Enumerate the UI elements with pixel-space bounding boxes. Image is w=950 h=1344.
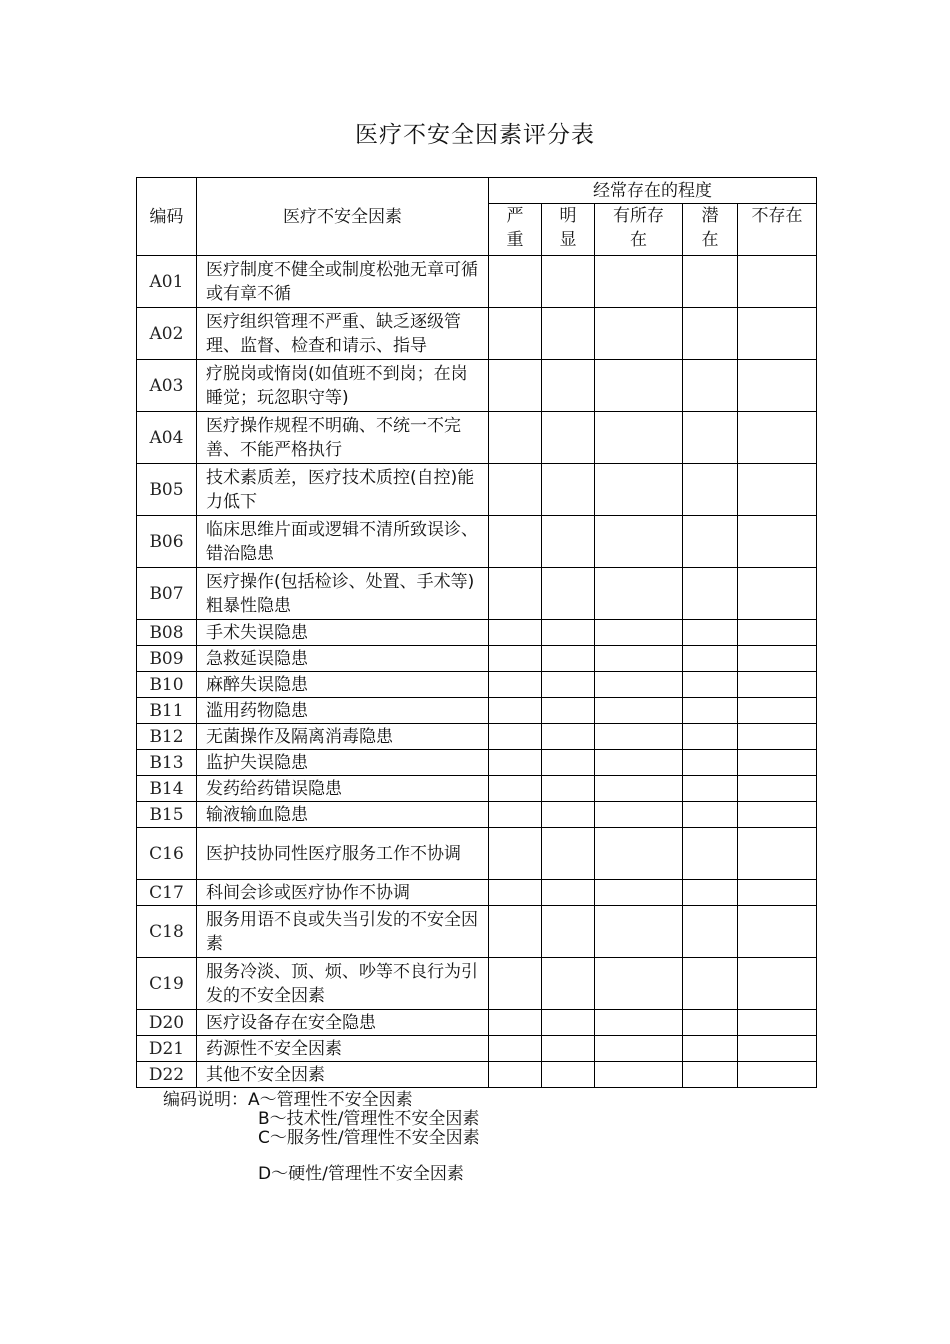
table-row [137, 802, 817, 828]
score-cell[interactable] [489, 750, 542, 776]
score-cell[interactable] [738, 646, 817, 672]
score-cell[interactable] [683, 308, 738, 360]
score-cell[interactable] [542, 1036, 595, 1062]
score-cell[interactable] [595, 802, 683, 828]
score-cell[interactable] [683, 516, 738, 568]
score-cell[interactable] [489, 776, 542, 802]
row-factor: 发药给药错误隐患 [197, 776, 489, 802]
row-code: D20 [137, 1010, 197, 1036]
table-row [137, 958, 817, 1010]
table-row [137, 308, 817, 360]
header-level-4: 不存在 [738, 204, 817, 256]
table-row [137, 1062, 817, 1088]
score-cell[interactable] [738, 776, 817, 802]
score-cell[interactable] [738, 1062, 817, 1088]
table-row [137, 672, 817, 698]
score-cell[interactable] [683, 620, 738, 646]
row-factor: 医疗操作规程不明确、不统一不完善、不能严格执行 [197, 412, 489, 464]
score-cell[interactable] [595, 750, 683, 776]
score-cell[interactable] [683, 802, 738, 828]
row-code: B05 [137, 464, 197, 516]
score-cell[interactable] [542, 672, 595, 698]
row-code: B08 [137, 620, 197, 646]
row-code: B14 [137, 776, 197, 802]
score-cell[interactable] [489, 646, 542, 672]
row-factor: 医疗制度不健全或制度松弛无章可循或有章不循 [197, 256, 489, 308]
score-cell[interactable] [542, 802, 595, 828]
score-cell[interactable] [489, 802, 542, 828]
row-code: C16 [137, 828, 197, 880]
score-cell[interactable] [683, 256, 738, 308]
score-cell[interactable] [738, 724, 817, 750]
score-cell[interactable] [595, 906, 683, 958]
row-factor: 医疗操作(包括检诊、处置、手术等)粗暴性隐患 [197, 568, 489, 620]
row-factor: 急救延误隐患 [197, 646, 489, 672]
score-cell[interactable] [542, 724, 595, 750]
score-cell[interactable] [738, 958, 817, 1010]
score-cell[interactable] [683, 646, 738, 672]
table-row [137, 412, 817, 464]
row-code: A04 [137, 412, 197, 464]
score-cell[interactable] [595, 698, 683, 724]
header-factor: 医疗不安全因素 [197, 178, 489, 256]
header-level-3: 潜 在 [683, 204, 738, 256]
note-a: 编码说明：A～管理性不安全因素 [163, 1090, 413, 1110]
score-cell[interactable] [542, 906, 595, 958]
table-row [137, 828, 817, 880]
score-cell[interactable] [738, 308, 817, 360]
row-factor: 科间会诊或医疗协作不协调 [197, 880, 489, 906]
header-level: 经常存在的程度 [489, 178, 817, 204]
score-cell[interactable] [595, 308, 683, 360]
score-cell[interactable] [489, 1062, 542, 1088]
row-factor: 技术素质差，医疗技术质控(自控)能力低下 [197, 464, 489, 516]
row-factor: 医护技协同性医疗服务工作不协调 [197, 828, 489, 880]
score-cell[interactable] [489, 1010, 542, 1036]
score-cell[interactable] [683, 412, 738, 464]
score-cell[interactable] [542, 958, 595, 1010]
row-factor: 医疗设备存在安全隐患 [197, 1010, 489, 1036]
score-cell[interactable] [489, 620, 542, 646]
row-code: B12 [137, 724, 197, 750]
score-cell[interactable] [738, 880, 817, 906]
score-cell[interactable] [683, 906, 738, 958]
score-cell[interactable] [683, 672, 738, 698]
header-level-2: 有所存 在 [595, 204, 683, 256]
score-cell[interactable] [542, 776, 595, 802]
score-cell[interactable] [542, 828, 595, 880]
score-cell[interactable] [738, 360, 817, 412]
score-cell[interactable] [683, 776, 738, 802]
score-cell[interactable] [683, 360, 738, 412]
row-code: B09 [137, 646, 197, 672]
row-code: B13 [137, 750, 197, 776]
score-cell[interactable] [542, 1062, 595, 1088]
row-factor: 无菌操作及隔离消毒隐患 [197, 724, 489, 750]
score-cell[interactable] [595, 646, 683, 672]
table-row [137, 256, 817, 308]
score-cell[interactable] [738, 568, 817, 620]
row-code: D21 [137, 1036, 197, 1062]
row-factor: 滥用药物隐患 [197, 698, 489, 724]
score-cell[interactable] [489, 1036, 542, 1062]
score-cell[interactable] [595, 880, 683, 906]
score-cell[interactable] [595, 412, 683, 464]
score-cell[interactable] [595, 1062, 683, 1088]
score-cell[interactable] [489, 724, 542, 750]
score-cell[interactable] [542, 620, 595, 646]
row-factor: 服务用语不良或失当引发的不安全因素 [197, 906, 489, 958]
score-cell[interactable] [738, 516, 817, 568]
row-factor: 麻醉失误隐患 [197, 672, 489, 698]
row-code: C18 [137, 906, 197, 958]
row-code: C19 [137, 958, 197, 1010]
table-row [137, 568, 817, 620]
row-factor: 药源性不安全因素 [197, 1036, 489, 1062]
score-cell[interactable] [489, 360, 542, 412]
score-cell[interactable] [489, 568, 542, 620]
row-code: C17 [137, 880, 197, 906]
row-factor: 手术失误隐患 [197, 620, 489, 646]
score-cell[interactable] [738, 620, 817, 646]
score-cell[interactable] [595, 360, 683, 412]
row-code: A02 [137, 308, 197, 360]
score-cell[interactable] [683, 1062, 738, 1088]
score-cell[interactable] [489, 308, 542, 360]
score-cell[interactable] [489, 958, 542, 1010]
score-cell[interactable] [683, 750, 738, 776]
row-factor: 医疗组织管理不严重、缺乏逐级管理、监督、检查和请示、指导 [197, 308, 489, 360]
row-code: A03 [137, 360, 197, 412]
score-cell[interactable] [595, 620, 683, 646]
score-cell[interactable] [738, 698, 817, 724]
score-cell[interactable] [683, 568, 738, 620]
table-row [137, 776, 817, 802]
row-code: A01 [137, 256, 197, 308]
score-cell[interactable] [542, 880, 595, 906]
score-cell[interactable] [542, 568, 595, 620]
score-cell[interactable] [683, 1010, 738, 1036]
table-row [137, 360, 817, 412]
score-cell[interactable] [489, 828, 542, 880]
score-cell[interactable] [738, 1036, 817, 1062]
score-cell[interactable] [738, 256, 817, 308]
score-cell[interactable] [542, 750, 595, 776]
score-cell[interactable] [595, 672, 683, 698]
table-row [137, 516, 817, 568]
scoring-table [136, 177, 817, 1088]
row-factor: 服务冷淡、顶、烦、吵等不良行为引发的不安全因素 [197, 958, 489, 1010]
score-cell[interactable] [595, 1036, 683, 1062]
score-cell[interactable] [489, 464, 542, 516]
score-cell[interactable] [683, 828, 738, 880]
row-code: B11 [137, 698, 197, 724]
score-cell[interactable] [683, 880, 738, 906]
score-cell[interactable] [542, 412, 595, 464]
score-cell[interactable] [595, 516, 683, 568]
note-b: B～技术性/管理性不安全因素 [258, 1109, 480, 1129]
score-cell[interactable] [542, 464, 595, 516]
score-cell[interactable] [595, 568, 683, 620]
row-code: B07 [137, 568, 197, 620]
score-cell[interactable] [489, 906, 542, 958]
score-cell[interactable] [738, 412, 817, 464]
score-cell[interactable] [489, 880, 542, 906]
score-cell[interactable] [542, 646, 595, 672]
score-cell[interactable] [542, 516, 595, 568]
table-row [137, 698, 817, 724]
row-factor: 输液输血隐患 [197, 802, 489, 828]
table-row [137, 906, 817, 958]
table-row [137, 750, 817, 776]
score-cell[interactable] [683, 464, 738, 516]
row-code: D22 [137, 1062, 197, 1088]
score-cell[interactable] [683, 724, 738, 750]
score-cell[interactable] [738, 672, 817, 698]
header-code: 编码 [137, 178, 197, 256]
score-cell[interactable] [738, 464, 817, 516]
score-cell[interactable] [542, 308, 595, 360]
table-row [137, 1036, 817, 1062]
table-row [137, 464, 817, 516]
note-d: D～硬性/管理性不安全因素 [258, 1164, 464, 1184]
row-factor: 其他不安全因素 [197, 1062, 489, 1088]
table-row [137, 1010, 817, 1036]
table-row [137, 620, 817, 646]
score-cell[interactable] [489, 256, 542, 308]
score-cell[interactable] [542, 698, 595, 724]
row-factor: 临床思维片面或逻辑不清所致误诊、错治隐患 [197, 516, 489, 568]
row-factor: 疗脱岗或惰岗(如值班不到岗；在岗睡觉；玩忽职守等) [197, 360, 489, 412]
score-cell[interactable] [683, 698, 738, 724]
score-cell[interactable] [595, 828, 683, 880]
score-cell[interactable] [595, 776, 683, 802]
score-cell[interactable] [595, 464, 683, 516]
score-cell[interactable] [595, 724, 683, 750]
table-row [137, 724, 817, 750]
row-code: B06 [137, 516, 197, 568]
table-row [137, 646, 817, 672]
score-cell[interactable] [489, 698, 542, 724]
score-cell[interactable] [738, 750, 817, 776]
score-cell[interactable] [489, 516, 542, 568]
page-title: 医疗不安全因素评分表 [355, 122, 595, 148]
header-level-0: 严 重 [489, 204, 542, 256]
score-cell[interactable] [489, 412, 542, 464]
score-cell[interactable] [542, 256, 595, 308]
score-cell[interactable] [683, 1036, 738, 1062]
score-cell[interactable] [595, 1010, 683, 1036]
table-row [137, 880, 817, 906]
row-code: B15 [137, 802, 197, 828]
score-cell[interactable] [683, 958, 738, 1010]
score-cell[interactable] [542, 360, 595, 412]
row-code: B10 [137, 672, 197, 698]
score-cell[interactable] [542, 1010, 595, 1036]
score-cell[interactable] [738, 802, 817, 828]
score-cell[interactable] [738, 1010, 817, 1036]
score-cell[interactable] [489, 672, 542, 698]
header-level-1: 明 显 [542, 204, 595, 256]
score-cell[interactable] [738, 828, 817, 880]
score-cell[interactable] [595, 256, 683, 308]
note-c: C～服务性/管理性不安全因素 [258, 1128, 480, 1148]
score-cell[interactable] [595, 958, 683, 1010]
score-cell[interactable] [738, 906, 817, 958]
row-factor: 监护失误隐患 [197, 750, 489, 776]
